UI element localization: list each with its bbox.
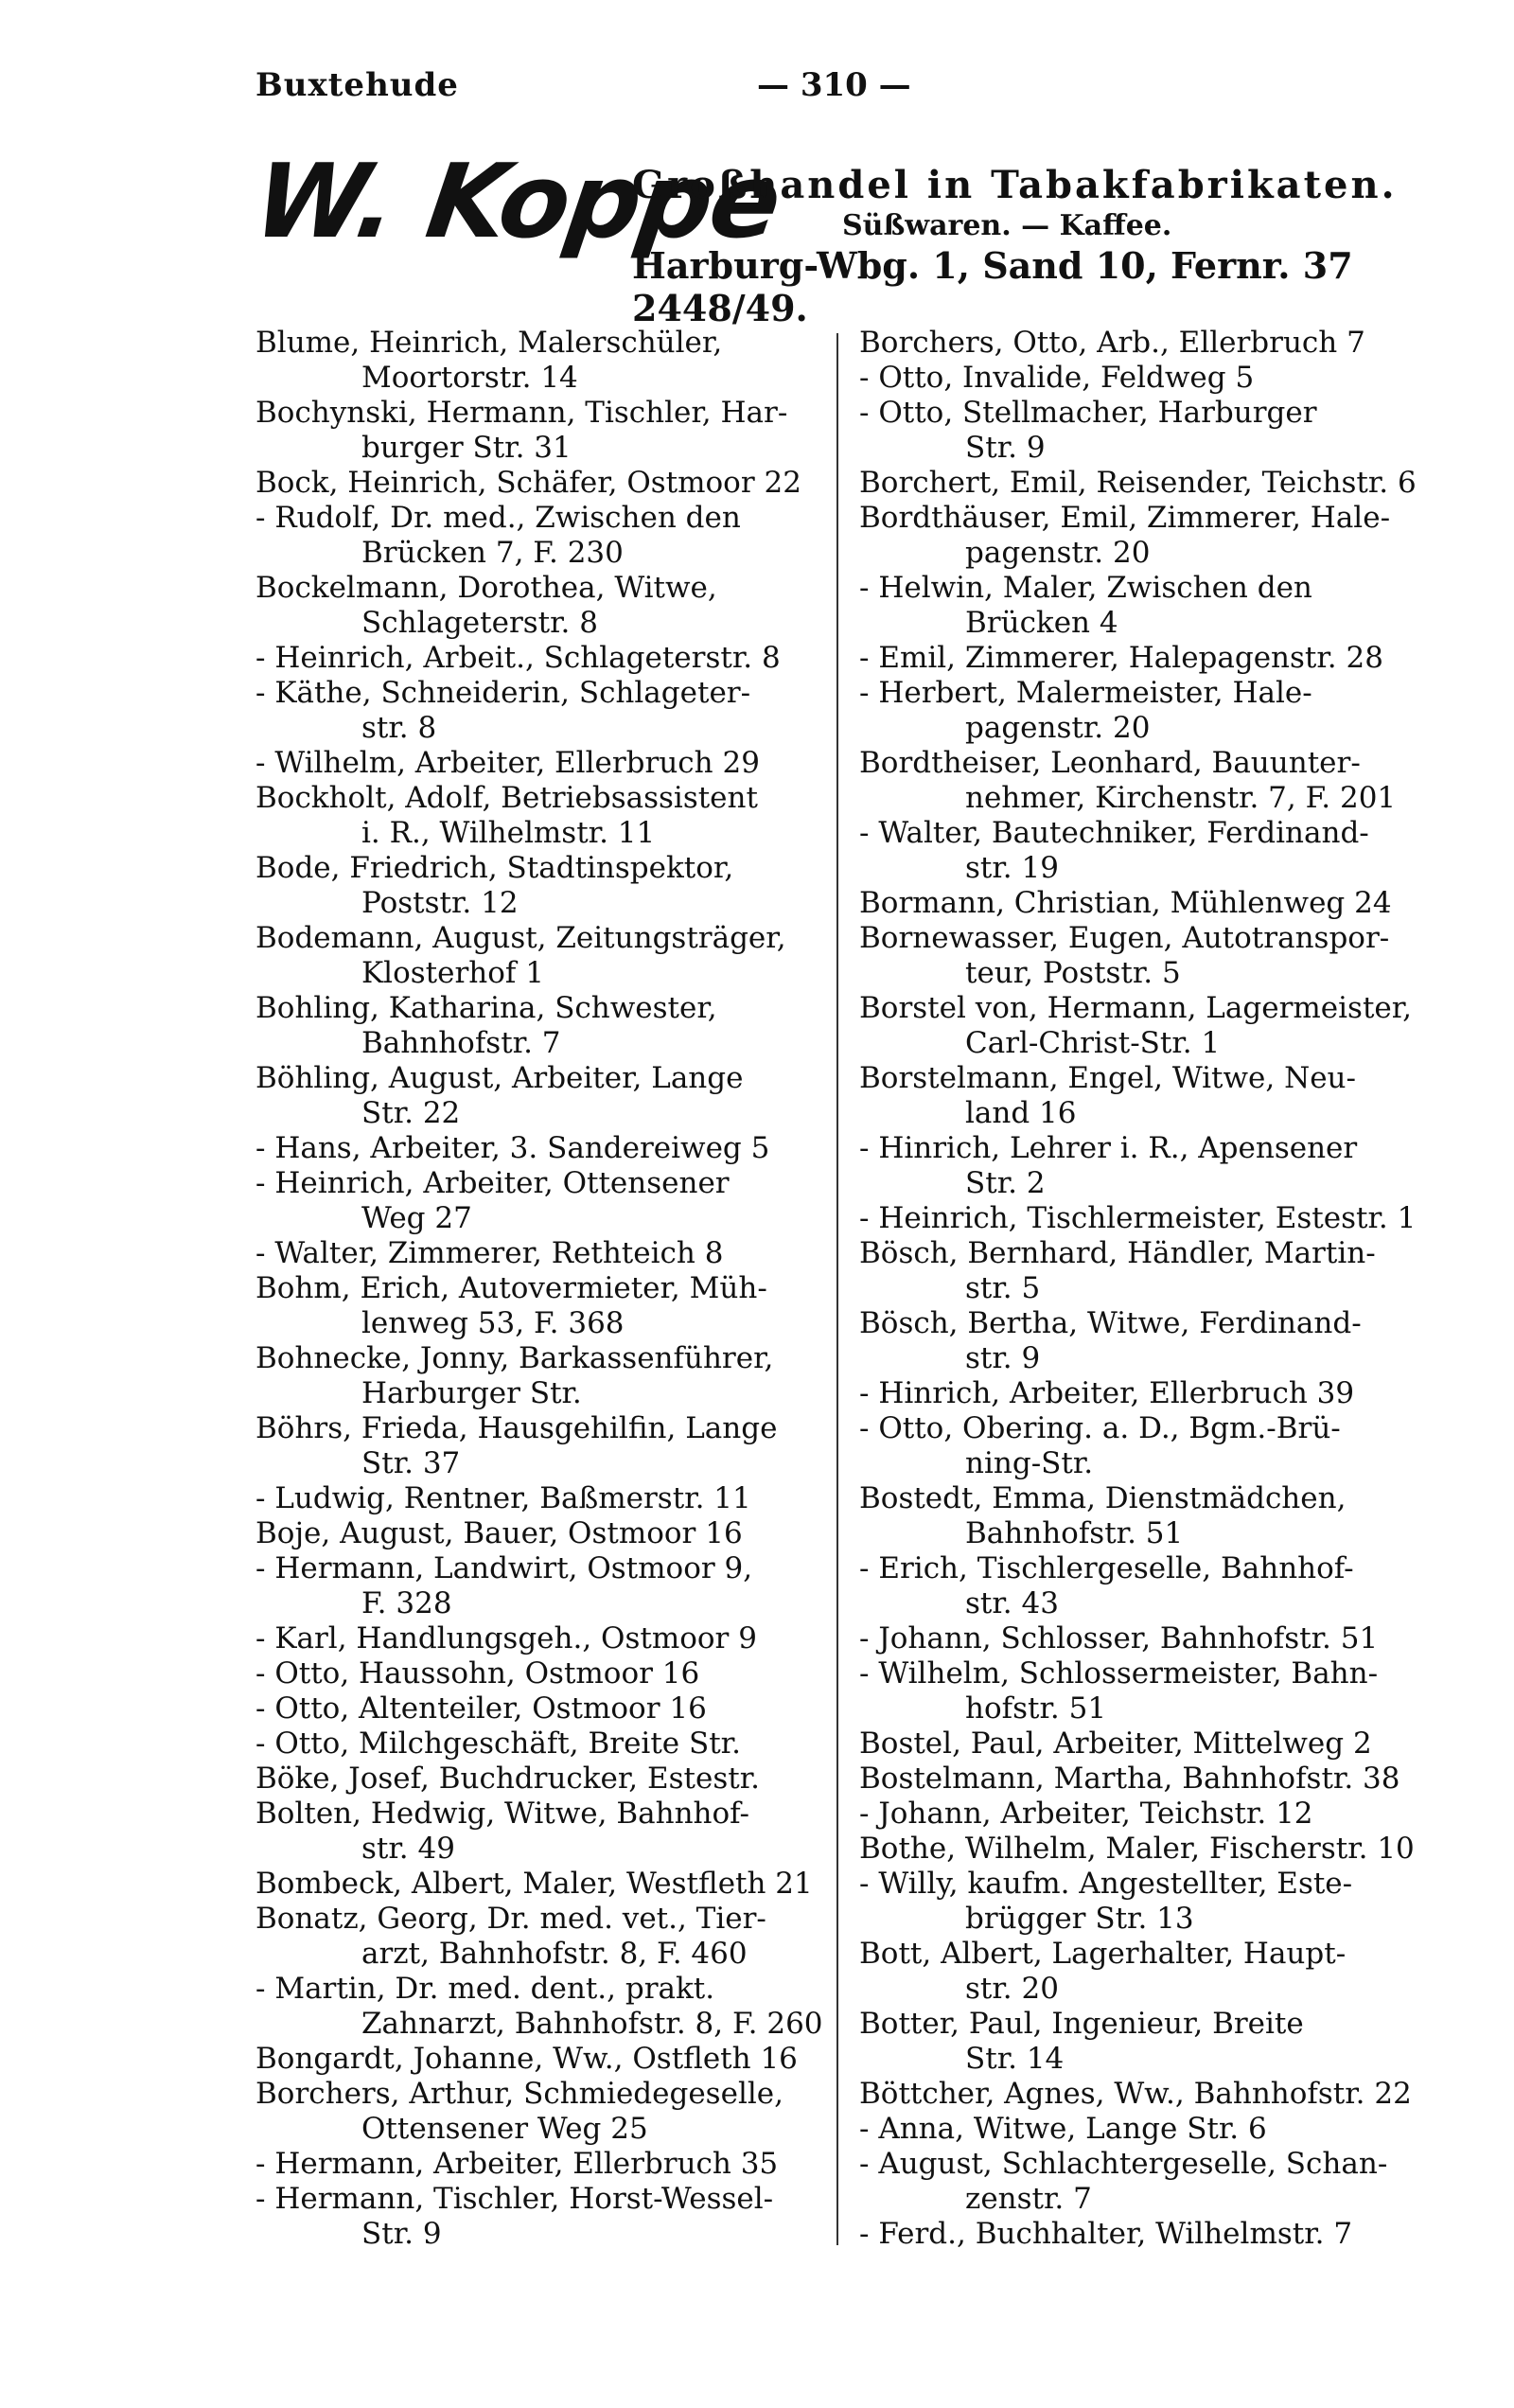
directory-entry bbox=[255, 851, 823, 921]
directory-entry bbox=[255, 921, 823, 991]
entry-continuation: hofstr. 51 bbox=[965, 1691, 1107, 1726]
entry-continuation: Carl-Christ-Str. 1 bbox=[965, 1026, 1221, 1060]
entry-line: Bornewasser, Eugen, Autotranspor- bbox=[859, 921, 1390, 955]
entry-continuation: Zahnarzt, Bahnhofstr. 8, F. 260 bbox=[361, 2007, 823, 2041]
directory-entry bbox=[255, 2147, 823, 2182]
directory-entry bbox=[859, 1937, 1427, 2007]
entry-continuation: str. 19 bbox=[965, 851, 1059, 885]
entry-line: Borstel von, Hermann, Lagermeister, bbox=[859, 991, 1413, 1025]
directory-entry bbox=[255, 1867, 823, 1902]
entry-line: - Helwin, Maler, Zwischen den bbox=[859, 571, 1312, 605]
entry-continuation: str. 49 bbox=[361, 1832, 455, 1866]
entry-line: Böttcher, Agnes, Ww., Bahnhofstr. 22 bbox=[859, 2077, 1412, 2111]
entry-continuation: F. 328 bbox=[361, 1586, 452, 1620]
directory-entry bbox=[255, 501, 823, 571]
directory-entry bbox=[255, 2077, 823, 2147]
directory-entry bbox=[255, 1691, 823, 1726]
column-divider bbox=[836, 333, 838, 2245]
directory-entry bbox=[255, 1902, 823, 1972]
directory-entry bbox=[255, 1762, 823, 1797]
entry-continuation: teur, Poststr. 5 bbox=[965, 956, 1181, 990]
entry-line: - Rudolf, Dr. med., Zwischen den bbox=[255, 501, 741, 535]
entry-line: Bock, Heinrich, Schäfer, Ostmoor 22 bbox=[255, 466, 801, 500]
entry-line: - Wilhelm, Schlossermeister, Bahn- bbox=[859, 1656, 1379, 1691]
directory-entry bbox=[859, 1762, 1427, 1797]
right-column bbox=[859, 326, 1427, 2252]
directory-entry bbox=[859, 396, 1427, 466]
entry-line: Bochynski, Hermann, Tischler, Har- bbox=[255, 396, 788, 430]
directory-entry bbox=[859, 641, 1427, 676]
entry-line: - Hinrich, Lehrer i. R., Apensener bbox=[859, 1131, 1358, 1165]
entry-line: - August, Schlachtergeselle, Schan- bbox=[859, 2147, 1388, 2181]
entry-line: Boje, August, Bauer, Ostmoor 16 bbox=[255, 1516, 743, 1550]
entry-line: - Heinrich, Arbeiter, Ottensener bbox=[255, 1166, 730, 1200]
directory-entry bbox=[255, 1797, 823, 1867]
directory-entry bbox=[255, 641, 823, 676]
entry-line: - Emil, Zimmerer, Halepagenstr. 28 bbox=[859, 641, 1383, 675]
entry-line: Bonatz, Georg, Dr. med. vet., Tier- bbox=[255, 1902, 766, 1936]
directory-entry bbox=[859, 1131, 1427, 1201]
entry-line: Bolten, Hedwig, Witwe, Bahnhof- bbox=[255, 1797, 750, 1831]
entry-line: - Heinrich, Arbeit., Schlageterstr. 8 bbox=[255, 641, 781, 675]
directory-entry bbox=[859, 466, 1427, 501]
entry-line: - Hermann, Arbeiter, Ellerbruch 35 bbox=[255, 2147, 779, 2181]
directory-entry bbox=[255, 1551, 823, 1621]
directory-entry bbox=[255, 326, 823, 396]
entry-continuation: zenstr. 7 bbox=[965, 2182, 1092, 2216]
directory-entry bbox=[859, 991, 1427, 1061]
directory-entry bbox=[859, 746, 1427, 816]
entry-continuation: burger Str. 31 bbox=[361, 431, 572, 465]
directory-entry bbox=[859, 1061, 1427, 1131]
entry-line: Bohnecke, Jonny, Barkassenführer, bbox=[255, 1341, 774, 1375]
entry-continuation: Str. 9 bbox=[965, 431, 1046, 465]
directory-entry bbox=[255, 1972, 823, 2042]
advertisement-line: Großhandel in Tabakfabrikaten. bbox=[632, 163, 1398, 207]
entry-continuation: brügger Str. 13 bbox=[965, 1902, 1194, 1936]
entry-continuation: Str. 37 bbox=[361, 1446, 461, 1480]
entry-continuation: Str. 22 bbox=[361, 1096, 461, 1130]
entry-continuation: Ottensener Weg 25 bbox=[361, 2112, 648, 2146]
entry-continuation: str. 43 bbox=[965, 1586, 1059, 1620]
entry-continuation: str. 5 bbox=[965, 1271, 1041, 1305]
entry-continuation: Poststr. 12 bbox=[361, 886, 519, 920]
entry-line: - Otto, Invalide, Feldweg 5 bbox=[859, 361, 1255, 395]
entry-continuation: ning-Str. bbox=[965, 1446, 1094, 1480]
directory-entry bbox=[859, 361, 1427, 396]
entry-line: - Otto, Stellmacher, Harburger bbox=[859, 396, 1317, 430]
entry-line: - Johann, Arbeiter, Teichstr. 12 bbox=[859, 1797, 1313, 1831]
entry-line: - Willy, kaufm. Angestellter, Este- bbox=[859, 1867, 1353, 1901]
entry-line: Botter, Paul, Ingenieur, Breite bbox=[859, 2007, 1304, 2041]
directory-entry bbox=[255, 1516, 823, 1551]
entry-line: Böke, Josef, Buchdrucker, Estestr. bbox=[255, 1762, 760, 1796]
entry-line: - Käthe, Schneiderin, Schlageter- bbox=[255, 676, 751, 710]
directory-entry bbox=[859, 501, 1427, 571]
directory-entry bbox=[255, 1166, 823, 1236]
entry-line: Böhrs, Frieda, Hausgehilfin, Lange bbox=[255, 1411, 778, 1445]
directory-entry bbox=[859, 326, 1427, 361]
entry-continuation: nehmer, Kirchenstr. 7, F. 201 bbox=[965, 781, 1397, 815]
entry-line: - Otto, Haussohn, Ostmoor 16 bbox=[255, 1656, 700, 1691]
directory-entry bbox=[859, 2077, 1427, 2112]
entry-line: - Johann, Schlosser, Bahnhofstr. 51 bbox=[859, 1621, 1379, 1656]
entry-line: - Erich, Tischlergeselle, Bahnhof- bbox=[859, 1551, 1354, 1585]
entry-line: - Hans, Arbeiter, 3. Sandereiweg 5 bbox=[255, 1131, 770, 1165]
directory-entry bbox=[859, 1481, 1427, 1551]
entry-line: Bohm, Erich, Autovermieter, Müh- bbox=[255, 1271, 767, 1305]
directory-entry bbox=[255, 1271, 823, 1341]
entry-continuation: Str. 9 bbox=[361, 2217, 442, 2251]
entry-continuation: pagenstr. 20 bbox=[965, 711, 1151, 745]
directory-entry bbox=[255, 1341, 823, 1411]
directory-entry bbox=[255, 1656, 823, 1691]
entry-line: Bockelmann, Dorothea, Witwe, bbox=[255, 571, 717, 605]
entry-continuation: str. 9 bbox=[965, 1341, 1041, 1375]
directory-entry bbox=[255, 676, 823, 746]
entry-line: - Ferd., Buchhalter, Wilhelmstr. 7 bbox=[859, 2217, 1353, 2251]
entry-line: - Martin, Dr. med. dent., prakt. bbox=[255, 1972, 715, 2006]
directory-entry bbox=[255, 396, 823, 466]
entry-line: Bothe, Wilhelm, Maler, Fischerstr. 10 bbox=[859, 1832, 1415, 1866]
directory-entry bbox=[859, 1551, 1427, 1621]
entry-line: - Herbert, Malermeister, Hale- bbox=[859, 676, 1312, 710]
directory-entry bbox=[859, 1656, 1427, 1726]
directory-entry bbox=[255, 1236, 823, 1271]
entry-line: Blume, Heinrich, Malerschüler, bbox=[255, 326, 723, 360]
entry-continuation: i. R., Wilhelmstr. 11 bbox=[361, 816, 656, 850]
entry-continuation: pagenstr. 20 bbox=[965, 536, 1151, 570]
entry-continuation: Brücken 4 bbox=[965, 606, 1118, 640]
directory-entry bbox=[859, 816, 1427, 886]
entry-continuation: str. 8 bbox=[361, 711, 437, 745]
directory-entry bbox=[859, 2112, 1427, 2147]
entry-line: - Hermann, Tischler, Horst-Wessel- bbox=[255, 2182, 774, 2216]
entry-continuation: land 16 bbox=[965, 1096, 1077, 1130]
directory-entry bbox=[859, 1376, 1427, 1411]
entry-continuation: Bahnhofstr. 7 bbox=[361, 1026, 561, 1060]
entry-line: - Karl, Handlungsgeh., Ostmoor 9 bbox=[255, 1621, 757, 1656]
directory-entry bbox=[255, 466, 823, 501]
entry-line: - Otto, Obering. a. D., Bgm.-Brü- bbox=[859, 1411, 1341, 1445]
running-head: Buxtehude bbox=[255, 66, 459, 104]
left-column bbox=[255, 326, 823, 2252]
entry-line: - Hermann, Landwirt, Ostmoor 9, bbox=[255, 1551, 753, 1585]
directory-entry bbox=[255, 991, 823, 1061]
entry-line: Bodemann, August, Zeitungsträger, bbox=[255, 921, 786, 955]
entry-line: Bordtheiser, Leonhard, Bauunter- bbox=[859, 746, 1361, 780]
directory-entry bbox=[255, 1411, 823, 1481]
directory-entry bbox=[859, 1306, 1427, 1376]
entry-line: - Heinrich, Tischlermeister, Estestr. 1 bbox=[859, 1201, 1417, 1235]
page-number: — 310 — bbox=[757, 66, 911, 104]
directory-entry bbox=[255, 1481, 823, 1516]
directory-entry bbox=[859, 2217, 1427, 2252]
directory-entry bbox=[255, 1621, 823, 1656]
directory-entry bbox=[859, 2007, 1427, 2077]
entry-line: - Walter, Zimmerer, Rethteich 8 bbox=[255, 1236, 724, 1270]
entry-line: Bott, Albert, Lagerhalter, Haupt- bbox=[859, 1937, 1347, 1971]
directory-entry bbox=[859, 1797, 1427, 1832]
directory-entry bbox=[859, 1621, 1427, 1656]
entry-continuation: Str. 14 bbox=[965, 2042, 1065, 2076]
entry-line: Bockholt, Adolf, Betriebsassistent bbox=[255, 781, 758, 815]
directory-entry bbox=[255, 571, 823, 641]
entry-continuation: Klosterhof 1 bbox=[361, 956, 544, 990]
entry-line: Bode, Friedrich, Stadtinspektor, bbox=[255, 851, 734, 885]
entry-line: - Wilhelm, Arbeiter, Ellerbruch 29 bbox=[255, 746, 760, 780]
advertisement-text bbox=[632, 163, 1417, 329]
directory-entry bbox=[859, 1867, 1427, 1937]
advertisement-logo: W. Koppe bbox=[247, 143, 787, 261]
directory-entry bbox=[859, 921, 1427, 991]
entry-line: - Walter, Bautechniker, Ferdinand- bbox=[859, 816, 1369, 850]
entry-line: Borchers, Arthur, Schmiedegeselle, bbox=[255, 2077, 783, 2111]
advertisement-line: Süßwaren. — Kaffee. bbox=[842, 209, 1172, 242]
directory-entry bbox=[255, 746, 823, 781]
entry-line: Borchers, Otto, Arb., Ellerbruch 7 bbox=[859, 326, 1365, 360]
directory-entry bbox=[255, 1061, 823, 1131]
entry-line: Borchert, Emil, Reisender, Teichstr. 6 bbox=[859, 466, 1417, 500]
directory-entry bbox=[859, 1201, 1427, 1236]
entry-continuation: Weg 27 bbox=[361, 1201, 472, 1235]
entry-line: Bormann, Christian, Mühlenweg 24 bbox=[859, 886, 1392, 920]
entry-line: Bösch, Bernhard, Händler, Martin- bbox=[859, 1236, 1376, 1270]
entry-continuation: Schlageterstr. 8 bbox=[361, 606, 598, 640]
entry-line: Bostedt, Emma, Dienstmädchen, bbox=[859, 1481, 1347, 1515]
advertisement-line: Harburg-Wbg. 1, Sand 10, Fernr. 37 2448/49. bbox=[632, 244, 1353, 329]
entry-continuation: Brücken 7, F. 230 bbox=[361, 536, 624, 570]
entry-continuation: Moortorstr. 14 bbox=[361, 361, 578, 395]
directory-entry bbox=[859, 2147, 1427, 2217]
directory-entry bbox=[255, 2182, 823, 2252]
directory-entry bbox=[859, 1236, 1427, 1306]
entry-continuation: str. 20 bbox=[965, 1972, 1059, 2006]
entry-line: Böhling, August, Arbeiter, Lange bbox=[255, 1061, 744, 1095]
directory-entry bbox=[859, 886, 1427, 921]
entry-line: - Anna, Witwe, Lange Str. 6 bbox=[859, 2112, 1267, 2146]
entry-line: Bösch, Bertha, Witwe, Ferdinand- bbox=[859, 1306, 1362, 1340]
directory-entry bbox=[859, 1726, 1427, 1762]
entry-line: Bostelmann, Martha, Bahnhofstr. 38 bbox=[859, 1762, 1400, 1796]
entry-line: - Otto, Milchgeschäft, Breite Str. bbox=[255, 1726, 741, 1761]
directory-entry bbox=[255, 1131, 823, 1166]
directory-entry bbox=[859, 571, 1427, 641]
entry-line: Borstelmann, Engel, Witwe, Neu- bbox=[859, 1061, 1357, 1095]
directory-entry bbox=[859, 1411, 1427, 1481]
directory-entry bbox=[859, 1832, 1427, 1867]
entry-continuation: Harburger Str. bbox=[361, 1376, 582, 1410]
entry-line: Bordthäuser, Emil, Zimmerer, Hale- bbox=[859, 501, 1391, 535]
directory-entry bbox=[255, 2042, 823, 2077]
entry-line: Bohling, Katharina, Schwester, bbox=[255, 991, 717, 1025]
entry-line: Bostel, Paul, Arbeiter, Mittelweg 2 bbox=[859, 1726, 1372, 1761]
directory-entry bbox=[255, 781, 823, 851]
entry-continuation: arzt, Bahnhofstr. 8, F. 460 bbox=[361, 1937, 748, 1971]
entry-line: Bongardt, Johanne, Ww., Ostfleth 16 bbox=[255, 2042, 798, 2076]
entry-line: Bombeck, Albert, Maler, Westfleth 21 bbox=[255, 1867, 813, 1901]
entry-continuation: lenweg 53, F. 368 bbox=[361, 1306, 625, 1340]
entry-continuation: Bahnhofstr. 51 bbox=[965, 1516, 1184, 1550]
entry-line: - Otto, Altenteiler, Ostmoor 16 bbox=[255, 1691, 707, 1726]
entry-line: - Hinrich, Arbeiter, Ellerbruch 39 bbox=[859, 1376, 1355, 1410]
entry-line: - Ludwig, Rentner, Baßmerstr. 11 bbox=[255, 1481, 751, 1515]
directory-entry bbox=[859, 676, 1427, 746]
directory-entry bbox=[255, 1726, 823, 1762]
entry-continuation: Str. 2 bbox=[965, 1166, 1046, 1200]
